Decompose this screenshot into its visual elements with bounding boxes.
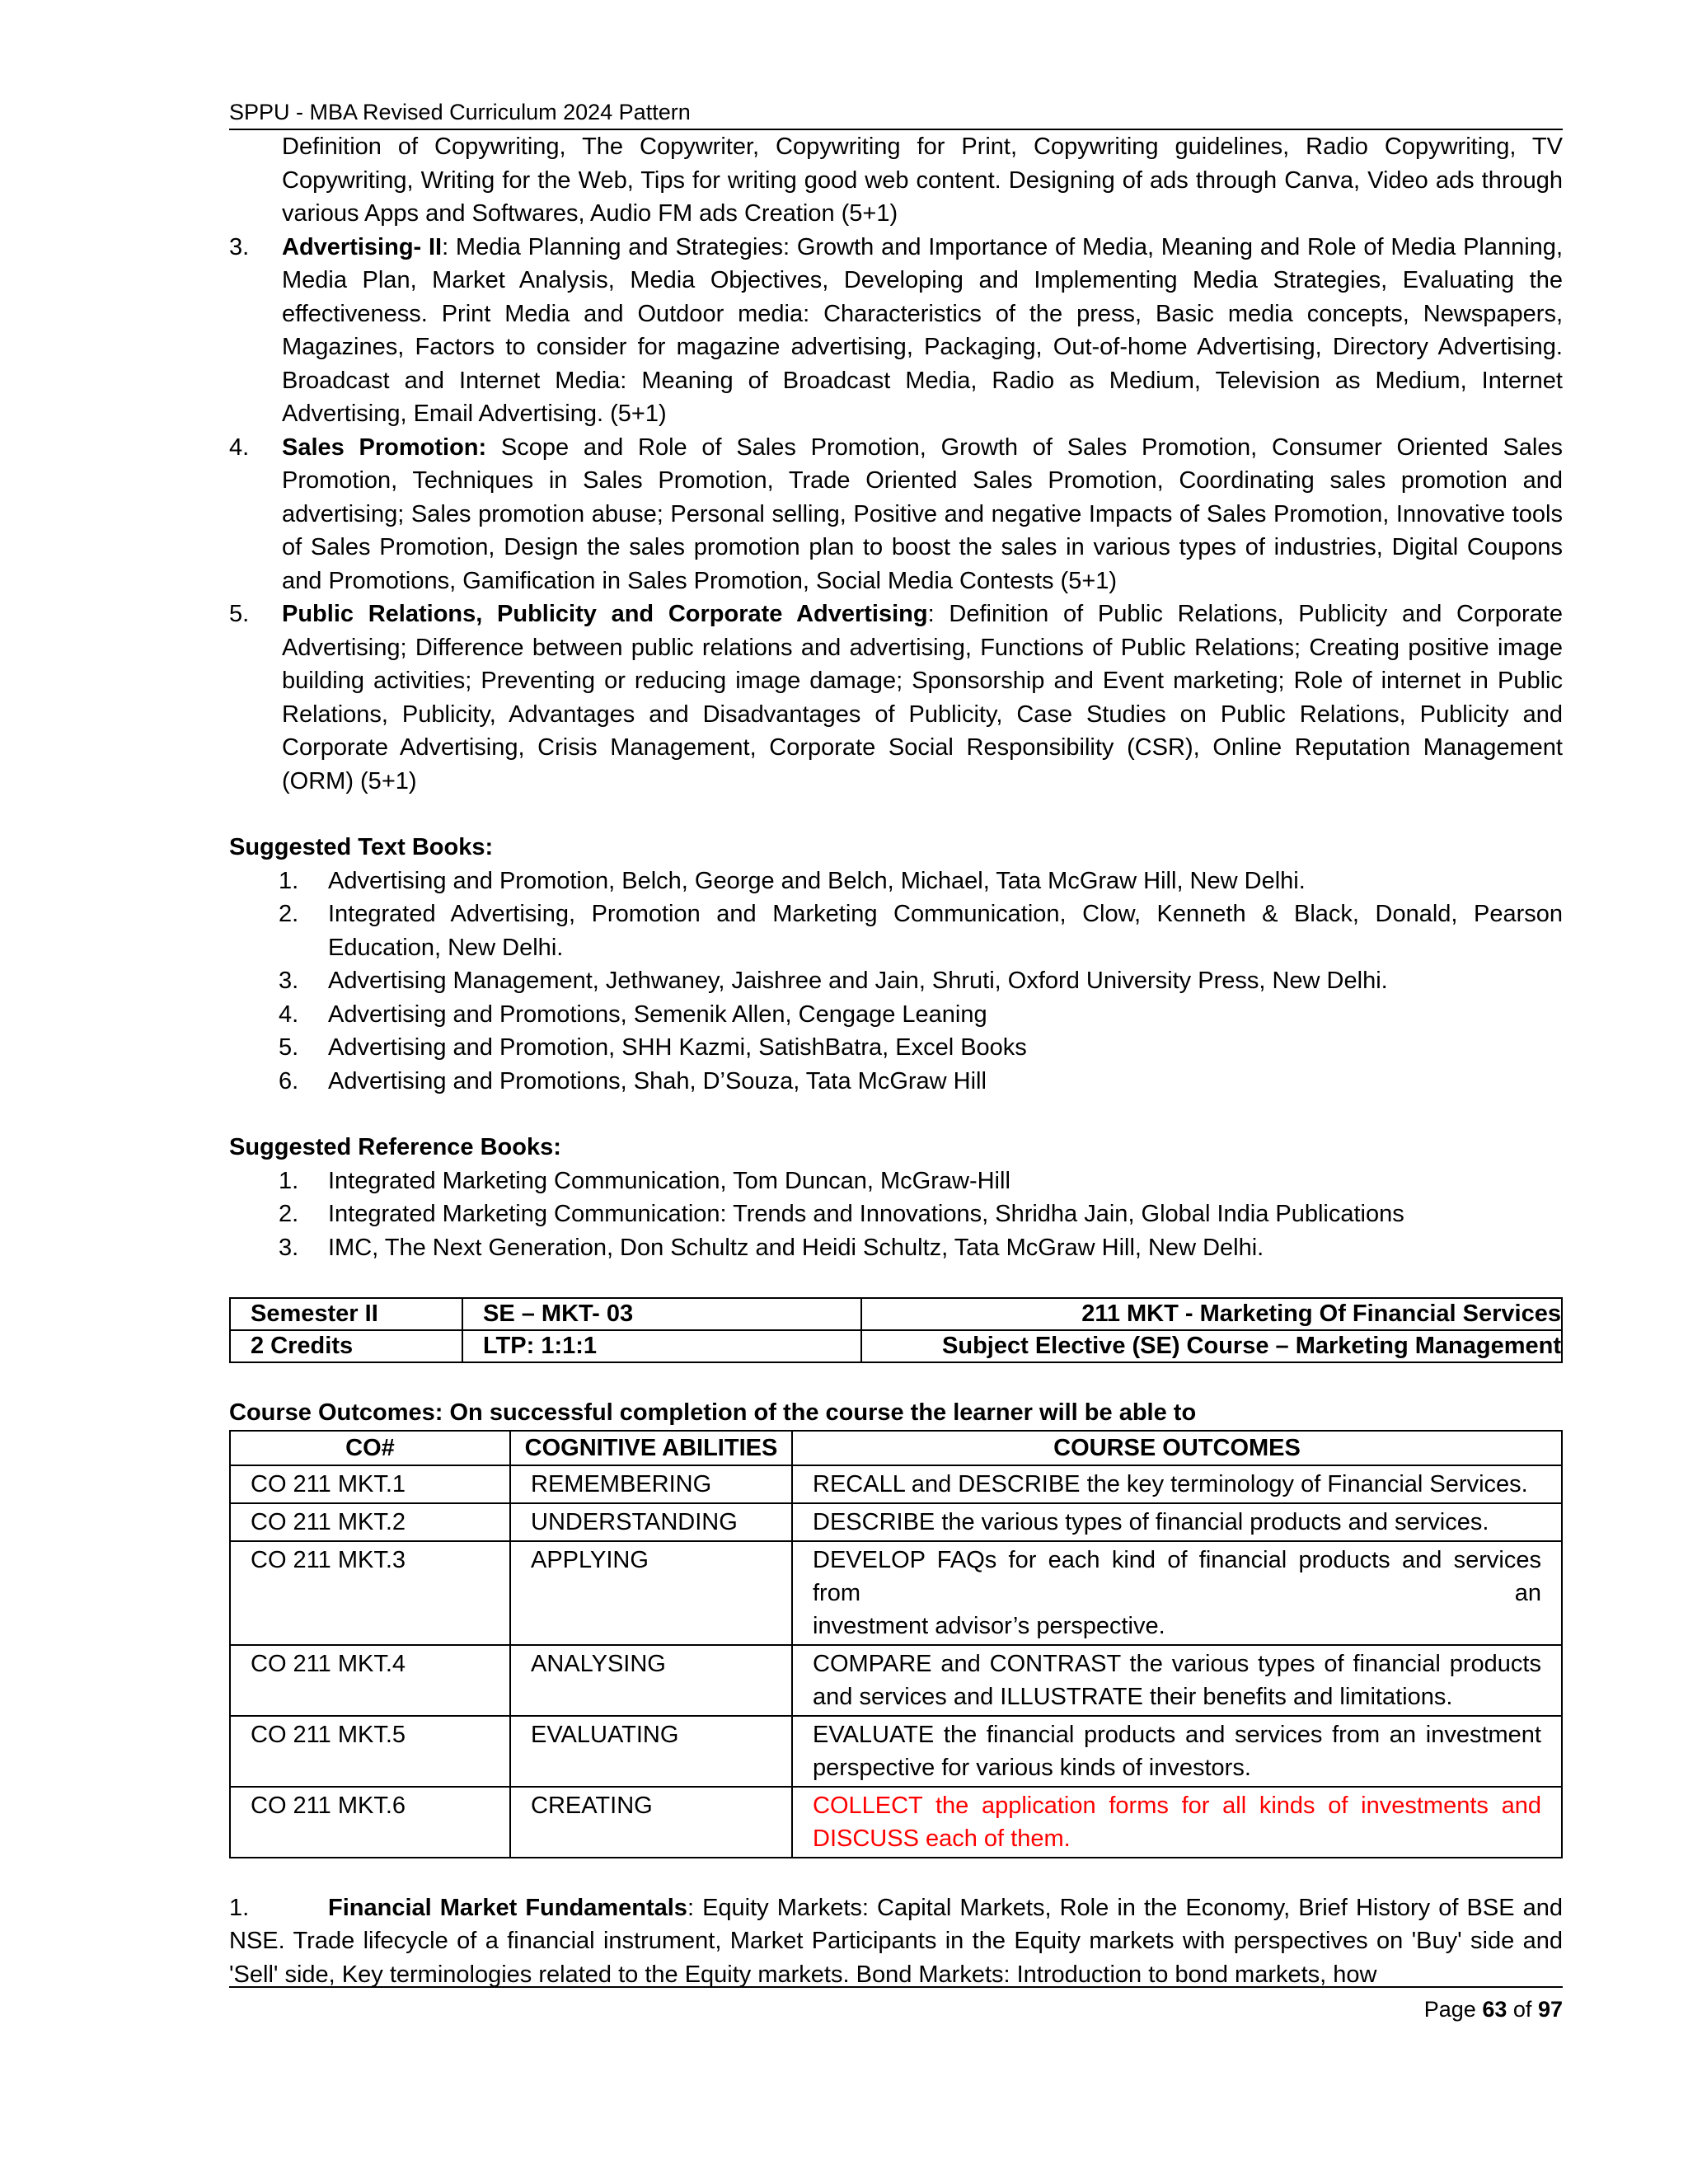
text-books-heading: Suggested Text Books: [229, 834, 494, 860]
unit-title: Advertising- II [282, 233, 443, 260]
co-id: CO 211 MKT.6 [230, 1787, 510, 1858]
list-item [229, 865, 1563, 898]
cognitive-ability: UNDERSTANDING [510, 1503, 792, 1541]
unit-text: Media Planning and Strategies: Growth and Importance of Media, Meaning and Role of Media Planning, Media Plan, Market Analysis, Media Objectives, Developing and Implementing Media Strategies, Evaluating the effectiveness. Print Media and Outdoor media: Characteristics of the press, Basic media concepts, Newspapers, Magazines, Factors to consider for magazine advertising, Packaging, Out-of-home Advertising, Directory Advertising. Broadcast and Internet Media: Meaning of Broadcast Media, Radio as Medium, Television as Medium, Internet Advertising, Email Advertising. (5+1) [282, 233, 1563, 427]
list-number: 2. [279, 1201, 299, 1227]
list-item [229, 1231, 1563, 1265]
list-text: IMC, The Next Generation, Don Schultz and Heidi Schultz, Tata McGraw Hill, New Delhi. [328, 1234, 1264, 1261]
unit-3 [229, 231, 1563, 431]
list-number: 5. [279, 1034, 299, 1061]
cognitive-ability: APPLYING [510, 1541, 792, 1645]
running-header: SPPU - MBA Revised Curriculum 2024 Pattern [229, 97, 1563, 130]
course-type-cell: Subject Elective (SE) Course – Marketing Management [861, 1330, 1562, 1362]
semester-table [229, 1297, 1563, 1363]
list-text: Advertising Management, Jethwaney, Jaishree and Jain, Shruti, Oxford University Press, New Delhi. [328, 968, 1388, 994]
unit-text: : Equity Markets: Capital Markets, Role in the Economy, Brief History of BSE and NSE. Trade lifecycle of a financial instrument, Market Participants in the Equity markets with perspectives on 'Buy' side and 'Sell' side, Key terminologies related to the Equity markets. Bond Markets: Introduction to bond markets, how [229, 1894, 1563, 1988]
list-item [229, 1031, 1563, 1065]
course-outcome: DESCRIBE the various types of financial products and services. [792, 1503, 1562, 1541]
page-number [229, 1988, 1563, 2027]
unit-separator: : [927, 601, 950, 627]
cognitive-ability: REMEMBERING [510, 1465, 792, 1503]
course-outcome-highlighted: COLLECT the application forms for all kinds of investments and DISCUSS each of them. [792, 1787, 1562, 1858]
list-text: Advertising and Promotion, SHH Kazmi, SatishBatra, Excel Books [328, 1034, 1027, 1061]
list-number: 3. [279, 968, 299, 994]
cognitive-ability: ANALYSING [510, 1645, 792, 1716]
column-header: COGNITIVE ABILITIES [510, 1431, 792, 1465]
course-outcomes-heading: Course Outcomes: On successful completion of the course the learner will be able to [229, 1399, 1197, 1426]
list-number: 1. [279, 1167, 299, 1194]
cognitive-ability: EVALUATING [510, 1716, 792, 1787]
list-item [229, 1197, 1563, 1231]
table-row [230, 1465, 1562, 1503]
co-id: CO 211 MKT.5 [230, 1716, 510, 1787]
course-outcomes-table [229, 1430, 1563, 1858]
course-outcome: RECALL and DESCRIBE the key terminology of Financial Services. [792, 1465, 1562, 1503]
co-id: CO 211 MKT.4 [230, 1645, 510, 1716]
list-text: Advertising and Promotions, Semenik Allen, Cengage Leaning [328, 1001, 987, 1028]
outcome-line: DEVELOP FAQs for each kind of financial products and services from an [813, 1546, 1541, 1606]
list-number: 4. [279, 1001, 299, 1028]
list-number: 2. [279, 901, 299, 927]
credits-cell: 2 Credits [230, 1330, 462, 1362]
unit-body [282, 231, 1563, 431]
unit-number: 4. [229, 434, 250, 461]
table-row [230, 1716, 1562, 1787]
table-row [230, 1541, 1562, 1645]
text-books-list [229, 865, 1563, 1099]
unit-text: Scope and Role of Sales Promotion, Growth of Sales Promotion, Consumer Oriented Sales Promotion, Techniques in Sales Promotion, Trade Oriented Sales Promotion, Coordinating sales promotion and advertising; Sales promotion abuse; Personal selling, Positive and negative Impacts of Sales Promotion, Innovative tools of Sales Promotion, Design the sales promotion plan to boost the sales in various types of industries, Digital Coupons and Promotions, Gamification in Sales Promotion, Social Media Contests (5+1) [282, 434, 1563, 594]
unit-text: Definition of Public Relations, Publicity and Corporate Advertising; Difference between public relations and advertising, Functions of Public Relations; Creating positive image building activities; Preventing or reducing image damage; Sponsorship and Event marketing; Role of internet in Public Relations, Publicity, Advantages and Disadvantages of Publicity, Case Studies on Public Relations, Publicity and Corporate Advertising, Crisis Management, Corporate Social Responsibility (CSR), Online Reputation Management (ORM) (5+1) [282, 601, 1563, 794]
table-header-row [230, 1431, 1562, 1465]
table-row [230, 1298, 1562, 1330]
unit-4 [229, 431, 1563, 598]
of-label: of [1512, 1997, 1532, 2022]
unit-title: Financial Market Fundamentals [328, 1894, 687, 1921]
unit-5 [229, 598, 1563, 798]
course-code-cell: SE – MKT- 03 [462, 1298, 861, 1330]
list-text: Integrated Marketing Communication, Tom Duncan, McGraw-Hill [328, 1167, 1010, 1194]
table-row [230, 1645, 1562, 1716]
list-item [229, 964, 1563, 998]
unit-separator: : [442, 233, 456, 260]
page-footer [229, 1986, 1563, 2027]
list-text: Advertising and Promotion, Belch, George and Belch, Michael, Tata McGraw Hill, New Delhi. [328, 867, 1306, 894]
unit-separator [486, 434, 501, 461]
course-outcome: COMPARE and CONTRAST the various types of financial products and services and ILLUSTRATE their benefits and limitations. [792, 1645, 1562, 1716]
list-item [229, 998, 1563, 1032]
list-item [229, 898, 1563, 964]
column-header: CO# [230, 1431, 510, 1465]
page-label: Page [1423, 1997, 1476, 2022]
unit-title: Public Relations, Publicity and Corporate Advertising [282, 601, 928, 627]
course-title-cell: 211 MKT - Marketing Of Financial Services [861, 1298, 1562, 1330]
co-id: CO 211 MKT.2 [230, 1503, 510, 1541]
table-row [230, 1330, 1562, 1362]
column-header: COURSE OUTCOMES [792, 1431, 1562, 1465]
list-text: Integrated Marketing Communication: Trends and Innovations, Shridha Jain, Global India Publications [328, 1201, 1404, 1227]
course-outcome: EVALUATE the financial products and services from an investment perspective for various kinds of investors. [792, 1716, 1562, 1787]
table-row [230, 1503, 1562, 1541]
list-text: Integrated Advertising, Promotion and Marketing Communication, Clow, Kenneth & Black, Donald, Pearson Education, New Delhi. [328, 901, 1563, 961]
co-id: CO 211 MKT.3 [230, 1541, 510, 1645]
list-item [229, 1065, 1563, 1099]
list-item [229, 1165, 1563, 1198]
course-outcome [792, 1541, 1562, 1645]
current-page: 63 [1482, 1997, 1507, 2022]
document-page [229, 97, 1563, 1991]
list-text: Advertising and Promotions, Shah, D’Souza, Tata McGraw Hill [328, 1067, 987, 1094]
list-number: 6. [279, 1067, 299, 1094]
unit-number: 1. [229, 1894, 250, 1921]
cognitive-ability: CREATING [510, 1787, 792, 1858]
final-unit [229, 1891, 1563, 1992]
unit-body [282, 431, 1563, 598]
co-id: CO 211 MKT.1 [230, 1465, 510, 1503]
semester-cell: Semester II [230, 1298, 462, 1330]
list-number: 3. [279, 1234, 299, 1261]
unit-number: 3. [229, 233, 250, 260]
unit-title: Sales Promotion: [282, 434, 487, 461]
reference-books-heading: Suggested Reference Books: [229, 1134, 561, 1160]
ltp-cell: LTP: 1:1:1 [462, 1330, 861, 1362]
total-pages: 97 [1537, 1997, 1563, 2022]
outcome-line: investment advisor’s perspective. [813, 1612, 1165, 1639]
unit-body [282, 598, 1563, 798]
unit-2-continuation: Definition of Copywriting, The Copywriter, Copywriting for Print, Copywriting guidelines, Radio Copywriting, TV Copywriting, Writing for the Web, Tips for writing good web content. Designing of ads through Canva, Video ads through various Apps and Softwares, Audio FM ads Creation (5+1) [282, 134, 1563, 227]
reference-books-list [229, 1165, 1563, 1265]
list-number: 1. [279, 867, 299, 894]
table-row [230, 1787, 1562, 1858]
unit-number: 5. [229, 601, 250, 627]
